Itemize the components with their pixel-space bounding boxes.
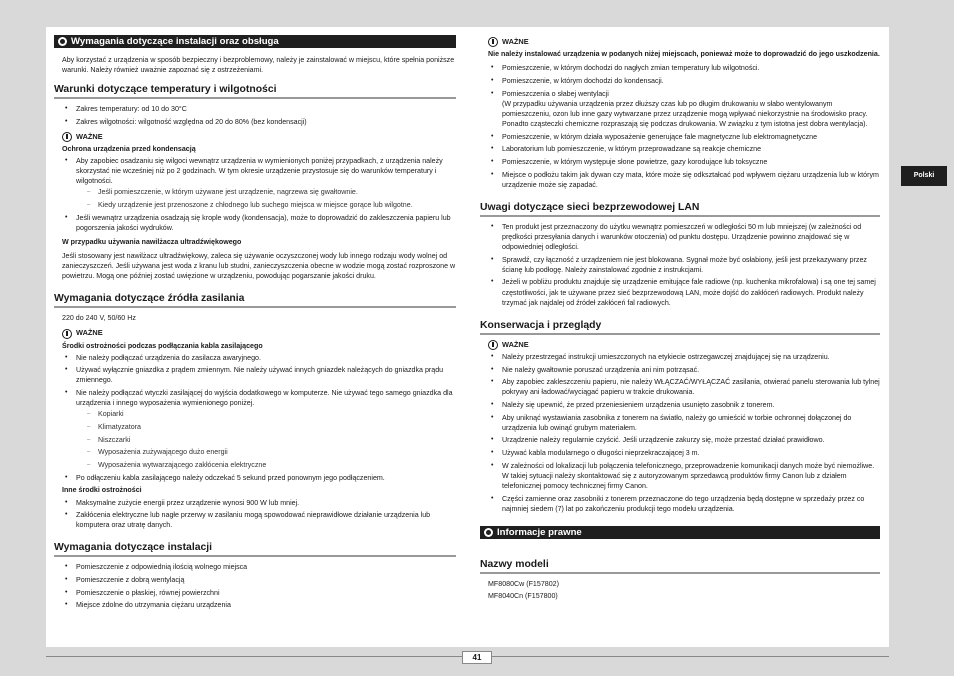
sub-list-item: – Jeśli pomieszczenie, w którym używane jest urządzenie, nagrzewa się gwałtownie. [84, 187, 456, 197]
important-label: WAŻNE [76, 328, 103, 338]
list-item: • Pomieszczenie, w którym dochodzi do kondensacji. [488, 76, 880, 86]
list-item [62, 388, 456, 470]
list-item: • Pomieszczenie, w którym działa wyposażenie generujące fale magnetyczne lub elektromagnetyczne [488, 132, 880, 142]
models-heading: Nazwy modeli [480, 559, 880, 574]
ventilation-note: (W przypadku używania urządzenia przez dłuższy czas lub po długim drukowaniu w słabo wentylowanym pomieszczeniu, ozon lub inne gazy wytwarzane przez urządzenie mogą wpływać niekorzystnie na środowisko pracy. Ponadto cząsteczki chemiczne rozpraszają się podczas drukowania. W związku z tym istotna jest dobra wentylacja). [502, 99, 868, 128]
intro-text: Aby korzystać z urządzenia w sposób bezpieczny i bezproblemowy, należy je zainstalować w miejscu, które spełnia poniższe warunki. Należy również uważnie zapoznać się z ostrzeżeniami. [62, 56, 455, 75]
list-item: • Pomieszczenie, w którym występuje słone powietrze, gazy korodujące lub toksyczne [488, 157, 880, 167]
language-tab[interactable]: Polski [901, 166, 947, 186]
list-item: • Jeśli wewnątrz urządzenia osadzają się krople wody (kondensacja), może to doprowadzić do zakleszczenia papieru lub pogorszenia jakości wydruków. [62, 213, 456, 233]
important-notice [54, 132, 456, 142]
section-bar-legal [480, 526, 880, 539]
cable-title: Środki ostrożności podczas podłączania kabla zasilającego [62, 341, 263, 350]
sub-list-item: – Wyposażenia zużywającego dużo energii [84, 447, 456, 457]
list-item: • Pomieszczenie z dobrą wentylacją [62, 575, 456, 585]
installation-list [54, 562, 456, 610]
list-item [488, 89, 880, 129]
model-name: MF8080Cw (F157802) [488, 579, 559, 588]
important-icon [62, 329, 72, 339]
other-precautions-title: Inne środki ostrożności [62, 486, 142, 495]
sub-list-item: – Kiedy urządzenie jest przenoszone z chłodnego lub suchego miejsca w miejsce gorące lub wilgotne. [84, 200, 456, 210]
right-column [480, 35, 880, 603]
left-column [54, 35, 456, 613]
section-title: Wymagania dotyczące instalacji oraz obsługa [71, 36, 279, 47]
power-heading: Wymagania dotyczące źródła zasilania [54, 293, 456, 308]
important-label: WAŻNE [502, 339, 529, 349]
wireless-heading: Uwagi dotyczące sieci bezprzewodowej LAN [480, 202, 880, 217]
sub-list-item: – Wyposażenia wytwarzającego zakłócenia elektryczne [84, 460, 456, 470]
sub-list-item: – Niszczarki [84, 435, 456, 445]
list-item: • Pomieszczenie z odpowiednią ilością wolnego miejsca [62, 562, 456, 572]
list-item [62, 156, 456, 210]
wireless-list [480, 222, 880, 308]
list-item: • Maksymalne zużycie energii przez urządzenie wynosi 900 W lub mniej. [62, 498, 456, 508]
condensation-list [54, 156, 456, 233]
list-item: • Aby uniknąć wystawiania zasobnika z tonerem na światło, należy go umieścić w torbie ochronnej dołączonej do urządzenia lub owinąć grubym materiałem. [488, 413, 880, 433]
voltage-text: 220 do 240 V, 50/60 Hz [62, 314, 136, 323]
list-item: • Miejsce o podłożu takim jak dywan czy mata, które może się odkształcać pod wpływem ciężaru urządzenia lub w którym urządzenie może się zapadać. [488, 170, 880, 190]
list-item-text: Nie należy podłączać wtyczki zasilającej do wyjścia dodatkowego w komputerze. Nie używać tego samego gniazdka dla urządzenia i innego wyposażenia wymienionego poniżej. [76, 389, 453, 408]
list-item: • Nie należy gwałtownie poruszać urządzenia ani nim potrząsać. [488, 365, 880, 375]
list-item: • Ten produkt jest przeznaczony do użytku wewnątrz pomieszczeń w odległości 50 m lub mniejszej (w zależności od prędkości przesyłania danych i warunków otoczenia) od punktu dostępu. Urządzenie powinno znajdować się w odpowiedniej odległości. [488, 222, 880, 252]
model-name: MF8040Cn (F157800) [488, 591, 558, 600]
sub-list [76, 187, 456, 210]
list-item: • Zakres temperatury: od 10 do 30°C [62, 104, 456, 114]
important-notice [54, 328, 456, 338]
section-bullet-icon [484, 528, 493, 537]
sub-list [76, 409, 456, 470]
important-icon [488, 37, 498, 47]
list-item: • Sprawdź, czy łączność z urządzeniem nie jest blokowana. Sygnał może być osłabiony, jeśli jest przekazywany przez ścianę lub podłogę. Należy zainstalować zgodnie z instrukcjami. [488, 255, 880, 275]
sub-list-item: – Kopiarki [84, 409, 456, 419]
condensation-title: Ochrona urządzenia przed kondensacją [62, 145, 196, 154]
list-item: • Używać wyłącznie gniazdka z prądem zmiennym. Nie należy używać innych gniazdek należących do gniazdka prądu zmiennego. [62, 365, 456, 385]
sub-list-item: – Klimatyzatora [84, 422, 456, 432]
forbidden-places-list [480, 63, 880, 190]
list-item-text: Pomieszczenia o słabej wentylacji [502, 89, 609, 98]
list-item: • Miejsce zdolne do utrzymania ciężaru urządzenia [62, 600, 456, 610]
important-label: WAŻNE [76, 131, 103, 141]
page-number: 41 [462, 651, 492, 664]
list-item: • Nie należy podłączać urządzenia do zasilacza awaryjnego. [62, 353, 456, 363]
section-title: Informacje prawne [497, 526, 582, 538]
list-item: • Pomieszczenie, w którym dochodzi do nagłych zmian temperatury lub wilgotności. [488, 63, 880, 73]
list-item: • Należy przestrzegać instrukcji umieszczonych na etykiecie ostrzegawczej znajdującej się na urządzeniu. [488, 352, 880, 362]
maintenance-list [480, 352, 880, 514]
other-precautions-list [54, 498, 456, 531]
list-item: • Pomieszczenie o płaskiej, równej powierzchni [62, 588, 456, 598]
humidifier-text: Jeśli stosowany jest nawilżacz ultradźwiękowy, zaleca się używanie oczyszczonej wody lub innego rodzaju wody wolnej od zanieczyszczeń. Jeśli używana jest woda z kranu lub studni, zanieczyszczenia obecne w wodzie mogą zostać rozproszone w powietrzu. Mogą one później zostać uwięzione w urządzeniu, powodując pogarszanie jakości druku. [62, 252, 456, 281]
section-bullet-icon [58, 37, 67, 46]
list-item: • Jeżeli w pobliżu produktu znajduje się urządzenie emitujące fale radiowe (np. kuchenka mikrofalowa) i są one tej samej częstotliwości, jak te używane przez sieć bezprzewodową LAN, może dojść do zakłóceń radiowych. Produkt należy trzymać jak najdalej od źródeł zakłóceń fal radiowych. [488, 277, 880, 307]
list-item: • Laboratorium lub pomieszczenie, w którym przeprowadzane są reakcje chemiczne [488, 144, 880, 154]
temperature-heading: Warunki dotyczące temperatury i wilgotności [54, 84, 456, 99]
section-bar-installation [54, 35, 456, 48]
list-item: • Należy się upewnić, że przed przeniesieniem urządzenia usunięto zasobnik z tonerem. [488, 400, 880, 410]
humidifier-title: W przypadku używania nawilżacza ultradźwiękowego [62, 238, 242, 246]
list-item-text: Aby zapobiec osadzaniu się wilgoci wewnątrz urządzenia w wymienionych poniżej przypadkach, z urządzenia należy skorzystać nie wcześniej niż po 2 godzinach. W tym okresie urządzenie przystosuje się do warunków temperatury i wilgotności. [76, 157, 443, 186]
important-icon [62, 132, 72, 142]
manual-page [46, 27, 889, 647]
important-icon [488, 340, 498, 350]
important-notice [480, 340, 880, 350]
list-item: • Zakres wilgotności: wilgotność względna od 20 do 80% (bez kondensacji) [62, 117, 456, 127]
list-item: • Aby zapobiec zakleszczeniu papieru, nie należy WŁĄCZAĆ/WYŁĄCZAĆ zasilania, otwierać panelu sterowania lub tylnej pokrywy ani ładować/wyciągać papieru w trakcie drukowania. [488, 377, 880, 397]
list-item: • Zakłócenia elektryczne lub nagłe przerwy w zasilaniu mogą spowodować nieprawidłowe działanie urządzenia lub komputera oraz utratę danych. [62, 510, 456, 530]
list-item: • Urządzenie należy regularnie czyścić. Jeśli urządzenie zakurzy się, może przestać działać prawidłowo. [488, 435, 880, 445]
warning-intro: Nie należy instalować urządzenia w podanych niżej miejscach, ponieważ może to doprowadzić do jego uszkodzenia. [488, 50, 880, 59]
list-item: • Części zamienne oraz zasobniki z tonerem przeznaczone do tego urządzenia będą dostępne w sprzedaży przez co najmniej siedem (7) lat po zakończeniu produkcji tego modelu urządzenia. [488, 494, 880, 514]
temperature-list [54, 104, 456, 127]
list-item: • W zależności od lokalizacji lub połączenia telefonicznego, przeprowadzenie komunikacji danych może być niemożliwe. W takiej sytuacji należy skontaktować się z autoryzowanym sprzedawcą produktów firmy Canon lub z działem telefonicznej pomocy technicznej firmy Canon. [488, 461, 880, 491]
cable-list [54, 353, 456, 483]
maintenance-heading: Konserwacja i przeglądy [480, 320, 880, 335]
list-item: • Po odłączeniu kabla zasilającego należy odczekać 5 sekund przed ponownym jego podłączeniem. [62, 473, 456, 483]
important-label: WAŻNE [502, 37, 529, 46]
list-item: • Używać kabla modularnego o długości nieprzekraczającej 3 m. [488, 448, 880, 458]
important-notice [480, 37, 880, 47]
installation-heading: Wymagania dotyczące instalacji [54, 542, 456, 557]
